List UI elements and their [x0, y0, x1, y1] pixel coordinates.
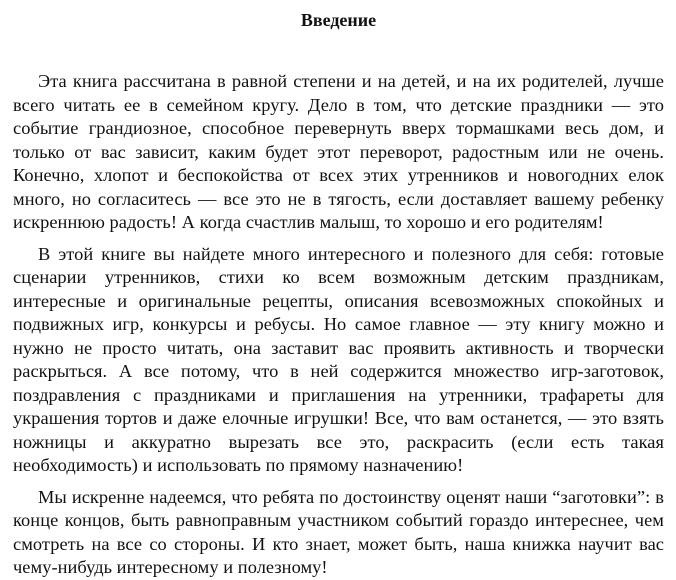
paragraph-2: В этой книге вы найдете много интересного и полезного для себя: готовые сценарии утренников, стихи ко всем возможным детским праздникам, интересные и оригинальные рецепты, описания всевозможных спокойных и подвижных игр, конкурсы и ребусы. Но самое главное — эту книгу можно и нужно не просто читать, она заставит вас проявить активность и творчески раскрыться. А все потому, что в ней содержится множество игр-заготовок, поздравления с праздниками и приглашения на утренники, трафареты для украшения тортов и даже елочные игрушки! Все, что вам останется, — это взять ножницы и аккуратно вырезать все это, раскрасить (если есть такая необходимость) и использовать по прямому назначению!	[13, 243, 664, 475]
paragraph-3: Мы искренне надеемся, что ребята по достоинству оценят наши “заготовки”: в конце концов, быть равноправным участником событий гораздо интереснее, чем смотреть на все со стороны. И кто знает, может быть, наша книжка научит вас чему-нибудь интересному и полезному!	[13, 486, 664, 577]
page-title: Введение	[300, 10, 377, 30]
paragraph-1: Эта книга рассчитана в равной степени и на детей, и на их родителей, лучше всего читать ее в семейном кругу. Дело в том, что детские праздники — это событие грандиозное, способное перевернуть вверх тормашками весь дом, и только от вас зависит, каким будет этот переворот, радостным или не очень. Конечно, хлопот и беспокойства от всех этих утренников и новогодних елок много, но согласитесь — все это не в тягость, если доставляет вашему ребенку искреннюю радость! А когда счастлив малыш, то хорошо и его родителям!	[13, 71, 664, 232]
body-text	[13, 70, 664, 580]
